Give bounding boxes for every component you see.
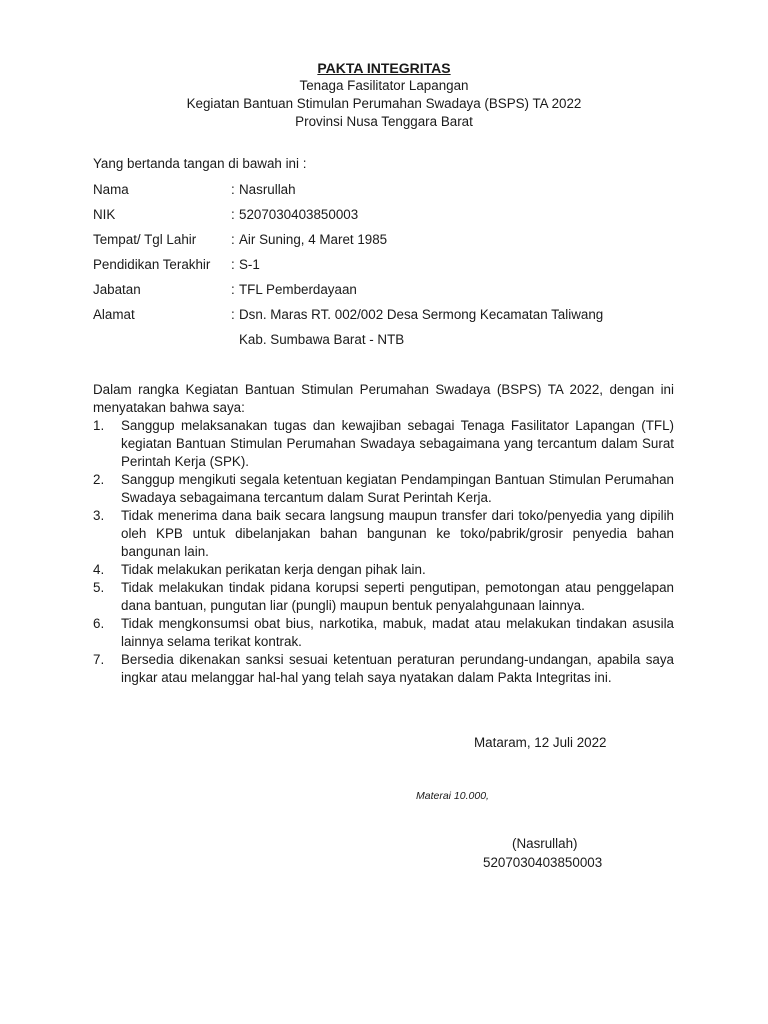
identity-row-name: [93, 181, 603, 206]
list-item: [93, 471, 674, 507]
identity-row-address: [93, 306, 603, 331]
list-item: [93, 579, 674, 615]
identity-label: NIK: [93, 207, 116, 222]
identity-value: S-1: [239, 257, 260, 272]
identity-row-position: [93, 281, 603, 306]
list-item: [93, 561, 674, 579]
intro-text: Yang bertanda tangan di bawah ini :: [93, 156, 307, 171]
identity-label: Pendidikan Terakhir: [93, 257, 211, 272]
list-number: 2.: [93, 472, 105, 487]
identity-label: Tempat/ Tgl Lahir: [93, 232, 197, 247]
identity-address-continuation: [93, 331, 603, 356]
identity-colon: :: [231, 257, 235, 272]
list-text: Tidak melakukan tindak pidana korupsi seperti pengutipan, pemotongan atau penggelapan dana bantuan, pungutan liar (pungli) maupun bentuk penyalahgunaan lainnya.: [121, 580, 674, 613]
signatory-nik: 5207030403850003: [483, 855, 603, 870]
stamp-note: Materai 10.000,: [416, 790, 489, 802]
identity-value: Nasrullah: [239, 182, 296, 197]
statement-section: [93, 381, 674, 687]
list-text: Tidak mengkonsumsi obat bius, narkotika, mabuk, madat atau melakukan tindakan asusila lainnya selama terikat kontrak.: [121, 616, 674, 649]
list-number: 4.: [93, 562, 105, 577]
list-number: 1.: [93, 418, 105, 433]
identity-row-birth: [93, 231, 603, 256]
header-subtitle-3: Provinsi Nusa Tenggara Barat: [295, 114, 473, 129]
identity-colon: :: [231, 282, 235, 297]
list-number: 3.: [93, 508, 105, 523]
list-text: Bersedia dikenakan sanksi sesuai ketentuan peraturan perundang-undangan, apabila saya ingkar atau melanggar hal-hal yang telah saya nyatakan dalam Pakta Integritas ini.: [121, 652, 674, 685]
statement-intro: Dalam rangka Kegiatan Bantuan Stimulan Perumahan Swadaya (BSPS) TA 2022, dengan ini menyatakan bahwa saya:: [93, 382, 674, 415]
identity-row-education: [93, 256, 603, 281]
identity-label: Jabatan: [93, 282, 141, 297]
identity-value: Dsn. Maras RT. 002/002 Desa Sermong Kecamatan Taliwang: [239, 307, 604, 322]
header-subtitle-1: Tenaga Fasilitator Lapangan: [299, 78, 469, 93]
statement-list: [93, 417, 674, 687]
list-text: Sanggup melaksanakan tugas dan kewajiban sebagai Tenaga Fasilitator Lapangan (TFL) kegiatan Bantuan Stimulan Perumahan Swadaya sebagaimana yang tercantum dalam Surat Perintah Kerja (SPK).: [121, 418, 674, 469]
identity-value: Air Suning, 4 Maret 1985: [239, 232, 388, 247]
identity-label: Nama: [93, 182, 129, 197]
document-header: [0, 59, 768, 131]
header-subtitle-2: Kegiatan Bantuan Stimulan Perumahan Swadaya (BSPS) TA 2022: [186, 96, 582, 111]
list-number: 5.: [93, 580, 105, 595]
identity-colon: :: [231, 307, 235, 322]
list-text: Sanggup mengikuti segala ketentuan kegiatan Pendampingan Bantuan Stimulan Perumahan Swadaya sebagaimana tercantum dalam Surat Perintah Kerja.: [121, 472, 674, 505]
list-item: [93, 507, 674, 561]
identity-value: TFL Pemberdayaan: [239, 282, 357, 297]
document-title: PAKTA INTEGRITAS: [317, 60, 451, 76]
address-continuation-text: Kab. Sumbawa Barat - NTB: [239, 332, 405, 347]
identity-colon: :: [231, 207, 235, 222]
identity-row-nik: [93, 206, 603, 231]
identity-label: Alamat: [93, 307, 135, 322]
identity-colon: :: [231, 232, 235, 247]
list-number: 6.: [93, 616, 105, 631]
list-text: Tidak melakukan perikatan kerja dengan pihak lain.: [121, 562, 426, 577]
list-item: [93, 615, 674, 651]
identity-table: [93, 181, 603, 356]
identity-colon: :: [231, 182, 235, 197]
signatory-name: (Nasrullah): [512, 836, 578, 851]
list-number: 7.: [93, 652, 105, 667]
identity-value: 5207030403850003: [239, 207, 359, 222]
list-text: Tidak menerima dana baik secara langsung maupun transfer dari toko/penyedia yang dipilih oleh KPB untuk dibelanjakan bahan bangunan ke toko/pabrik/grosir penyedia bahan bangunan lain.: [121, 508, 674, 559]
list-item: [93, 651, 674, 687]
place-date: Mataram, 12 Juli 2022: [474, 735, 607, 750]
list-item: [93, 417, 674, 471]
